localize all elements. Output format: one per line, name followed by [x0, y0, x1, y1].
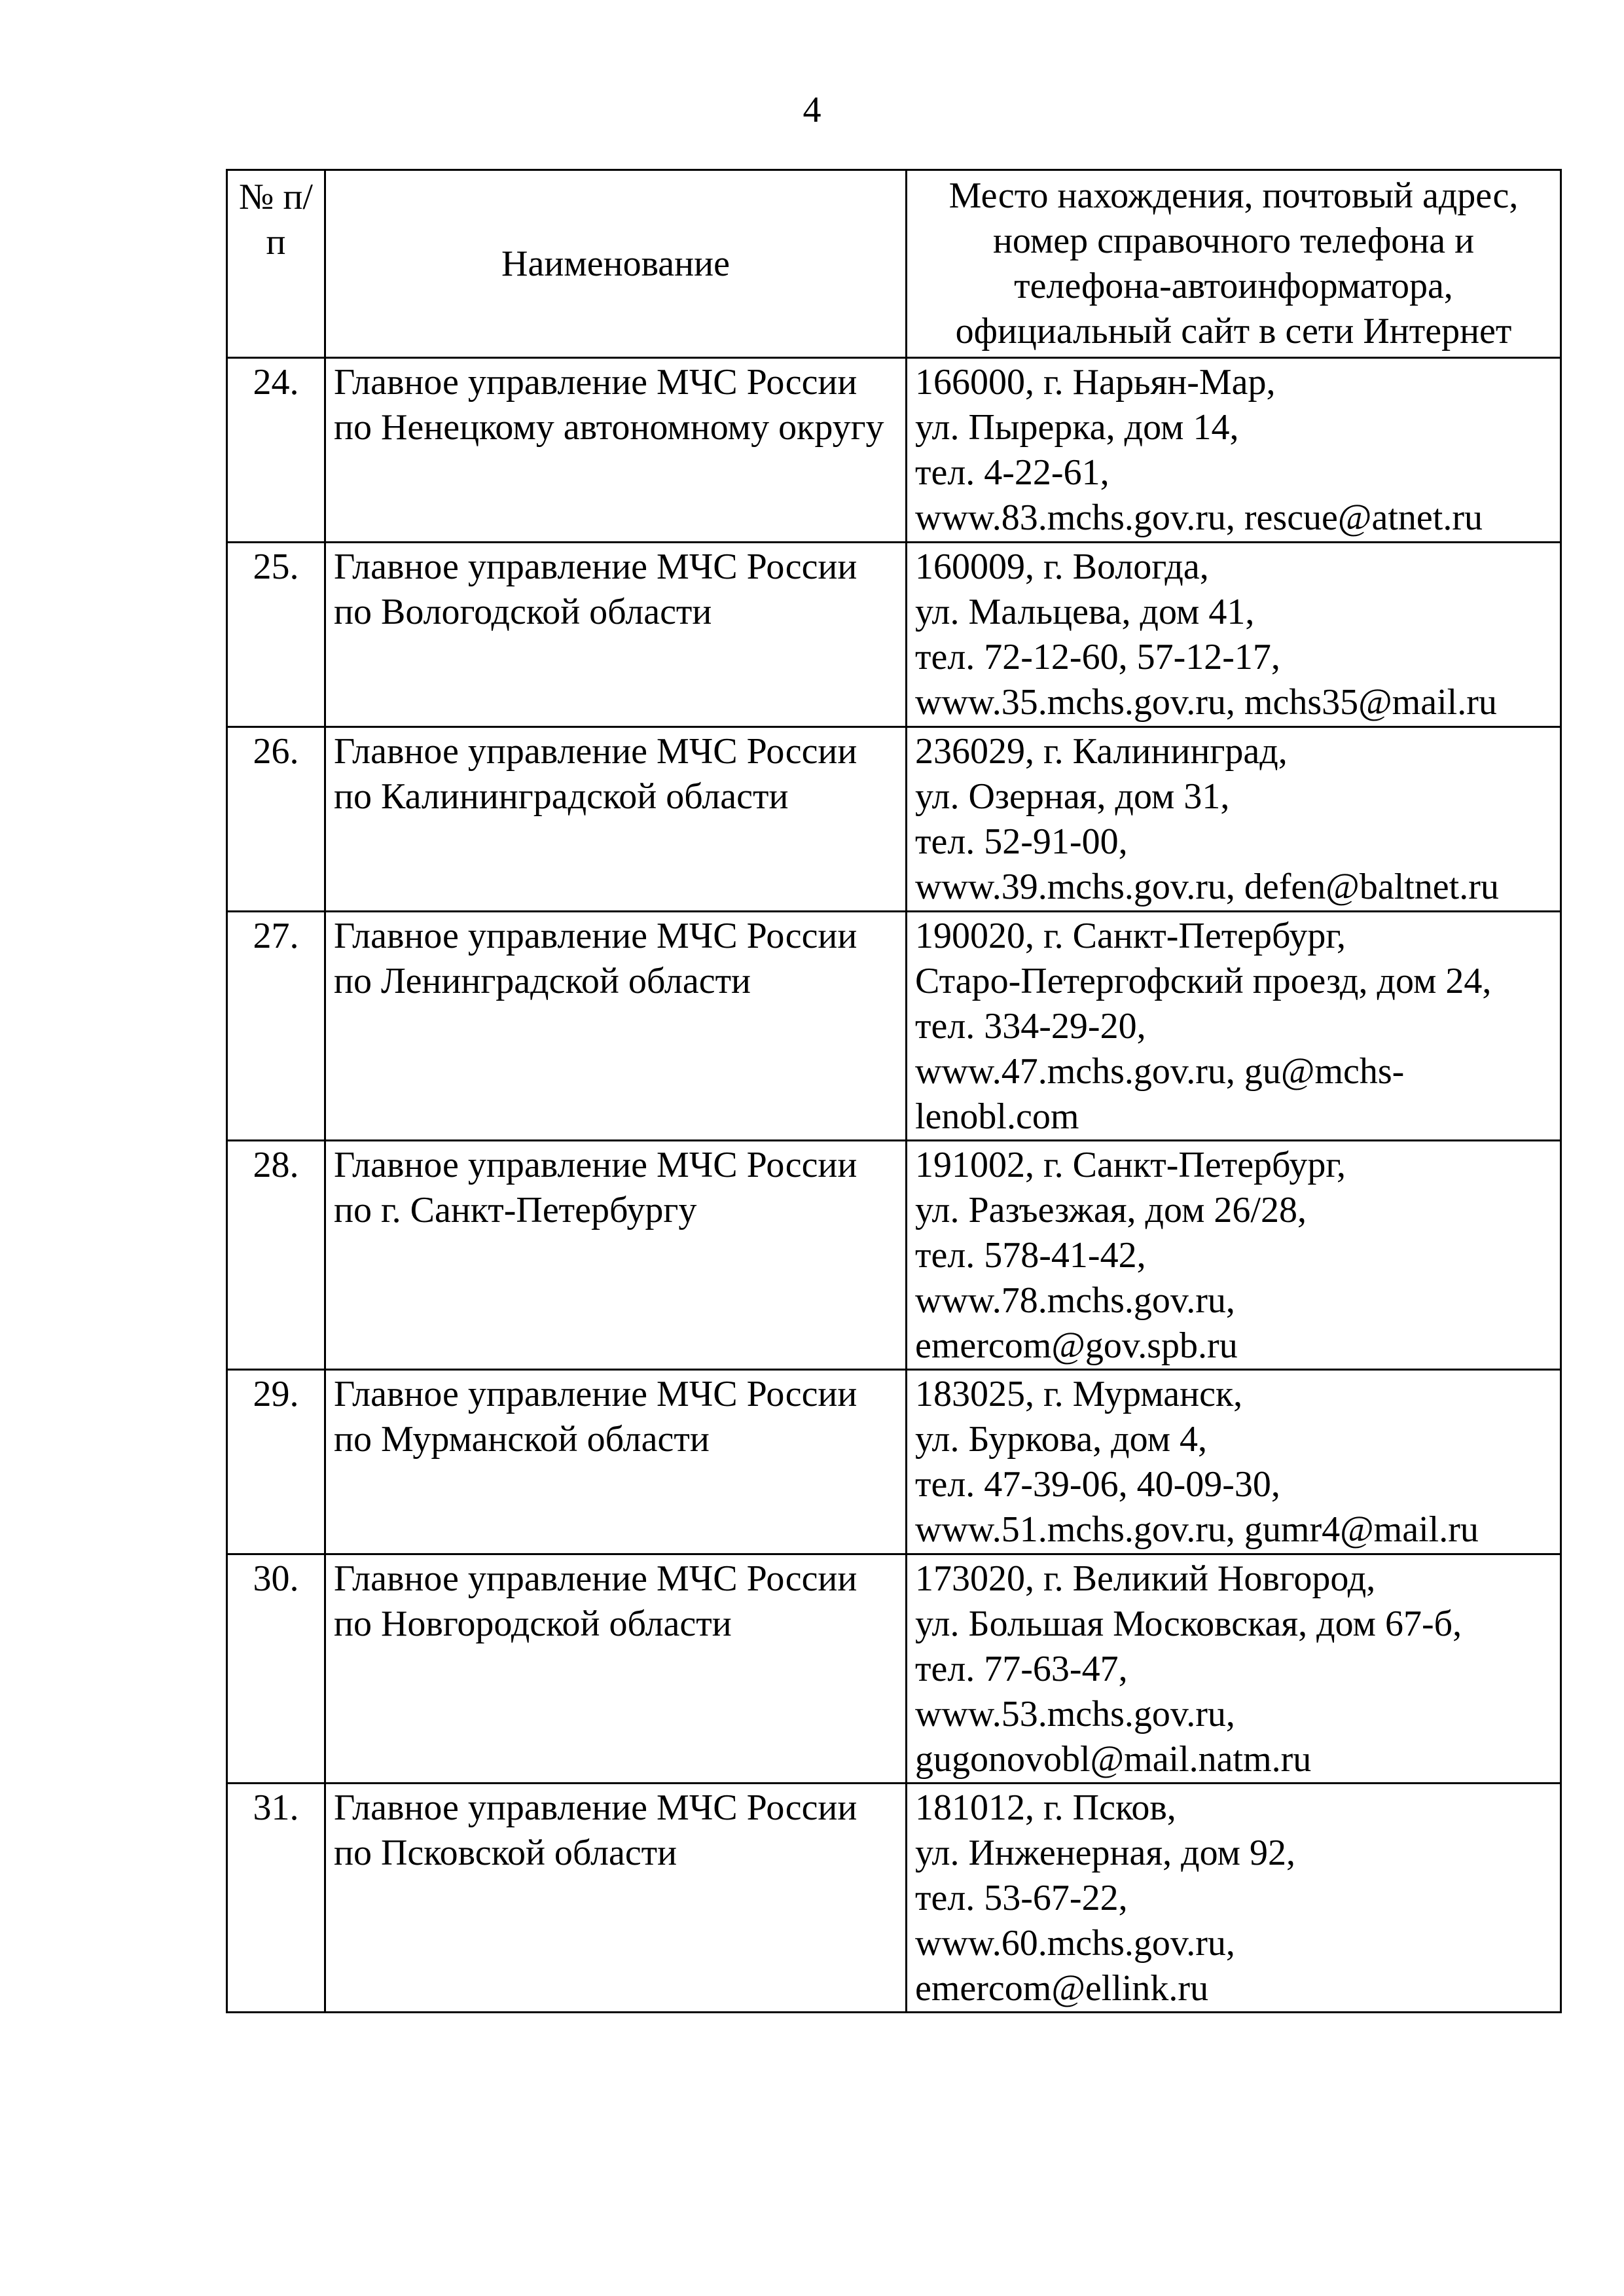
row-number: 25. — [227, 543, 325, 727]
header-address: Место нахождения, почтовый адрес, номер справочного телефона и телефона-автоинформатора, официальный сайт в сети Интернет — [907, 170, 1561, 358]
street-address: ул. Пырерка, дом 14, — [915, 407, 1239, 448]
street-address: ул. Большая Московская, дом 67-б, — [915, 1604, 1462, 1644]
postal-address: 191002, г. Санкт-Петербург, — [915, 1145, 1346, 1185]
website: www.60.mchs.gov.ru, — [915, 1923, 1235, 1964]
organization-name: Главное управление МЧС России по Ненецкому автономному округу — [325, 358, 907, 543]
row-number: 28. — [227, 1141, 325, 1370]
organization-name: Главное управление МЧС России по Псковской области — [325, 1784, 907, 2013]
table-row — [227, 1784, 1561, 2013]
row-number: 30. — [227, 1554, 325, 1784]
contact-details — [907, 1554, 1561, 1784]
row-number: 31. — [227, 1784, 325, 2013]
website-email: www.83.mchs.gov.ru, rescue@atnet.ru — [915, 497, 1483, 538]
street-address: ул. Инженерная, дом 92, — [915, 1833, 1295, 1873]
contact-details — [907, 358, 1561, 543]
table-row — [227, 727, 1561, 912]
website-email: www.51.mchs.gov.ru, gumr4@mail.ru — [915, 1509, 1479, 1550]
organization-name: Главное управление МЧС России по Калининградской области — [325, 727, 907, 912]
organization-name: Главное управление МЧС России по г. Санкт-Петербургу — [325, 1141, 907, 1370]
row-number: 29. — [227, 1370, 325, 1554]
website-email: www.39.mchs.gov.ru, defen@baltnet.ru — [915, 867, 1499, 907]
table-row — [227, 1141, 1561, 1370]
contact-details — [907, 1141, 1561, 1370]
contact-details — [907, 912, 1561, 1141]
organization-name: Главное управление МЧС России по Мурманской области — [325, 1370, 907, 1554]
street-address: ул. Буркова, дом 4, — [915, 1419, 1208, 1460]
postal-address: 173020, г. Великий Новгород, — [915, 1558, 1376, 1599]
street-address: ул. Озерная, дом 31, — [915, 776, 1230, 817]
postal-address: 190020, г. Санкт-Петербург, — [915, 916, 1346, 956]
row-number: 24. — [227, 358, 325, 543]
header-number: № п/п — [227, 170, 325, 358]
website: www.53.mchs.gov.ru, — [915, 1694, 1235, 1734]
organization-name: Главное управление МЧС России по Ленинградской области — [325, 912, 907, 1141]
table-row — [227, 1370, 1561, 1554]
postal-address: 160009, г. Вологда, — [915, 547, 1209, 587]
email: gugonovobl@mail.natm.ru — [915, 1739, 1312, 1780]
registry-table — [226, 169, 1562, 2013]
street-address: ул. Разъезжая, дом 26/28, — [915, 1190, 1307, 1230]
table-row — [227, 358, 1561, 543]
organization-name: Главное управление МЧС России по Новгородской области — [325, 1554, 907, 1784]
website-email: www.35.mchs.gov.ru, mchs35@mail.ru — [915, 682, 1497, 723]
table-header-row — [227, 170, 1561, 358]
phone: тел. 52-91-00, — [915, 821, 1128, 862]
organization-name: Главное управление МЧС России по Вологодской области — [325, 543, 907, 727]
contact-details — [907, 727, 1561, 912]
phone: тел. 334-29-20, — [915, 1006, 1146, 1047]
page-number: 4 — [803, 90, 821, 130]
street-address: ул. Мальцева, дом 41, — [915, 592, 1255, 632]
contact-details — [907, 543, 1561, 727]
postal-address: 183025, г. Мурманск, — [915, 1374, 1243, 1414]
email: emercom@gov.spb.ru — [915, 1325, 1238, 1366]
contact-details — [907, 1370, 1561, 1554]
website: www.78.mchs.gov.ru, — [915, 1280, 1235, 1321]
phone: тел. 72-12-60, 57-12-17, — [915, 637, 1280, 677]
table-row — [227, 912, 1561, 1141]
phone: тел. 4-22-61, — [915, 452, 1110, 493]
table-row — [227, 1554, 1561, 1784]
phone: тел. 578-41-42, — [915, 1235, 1146, 1276]
postal-address: 166000, г. Нарьян-Мар, — [915, 362, 1276, 403]
row-number: 26. — [227, 727, 325, 912]
postal-address: 181012, г. Псков, — [915, 1787, 1176, 1828]
phone: тел. 53-67-22, — [915, 1878, 1128, 1918]
website-email-continued: lenobl.com — [915, 1096, 1079, 1137]
header-name: Наименование — [325, 170, 907, 358]
postal-address: 236029, г. Калининград, — [915, 731, 1288, 772]
contact-details — [907, 1784, 1561, 2013]
street-address: Старо-Петергофский проезд, дом 24, — [915, 961, 1492, 1001]
email: emercom@ellink.ru — [915, 1968, 1209, 2009]
table-row — [227, 543, 1561, 727]
phone: тел. 47-39-06, 40-09-30, — [915, 1464, 1280, 1505]
website-email: www.47.mchs.gov.ru, gu@mchs- — [915, 1051, 1405, 1092]
phone: тел. 77-63-47, — [915, 1649, 1128, 1689]
row-number: 27. — [227, 912, 325, 1141]
